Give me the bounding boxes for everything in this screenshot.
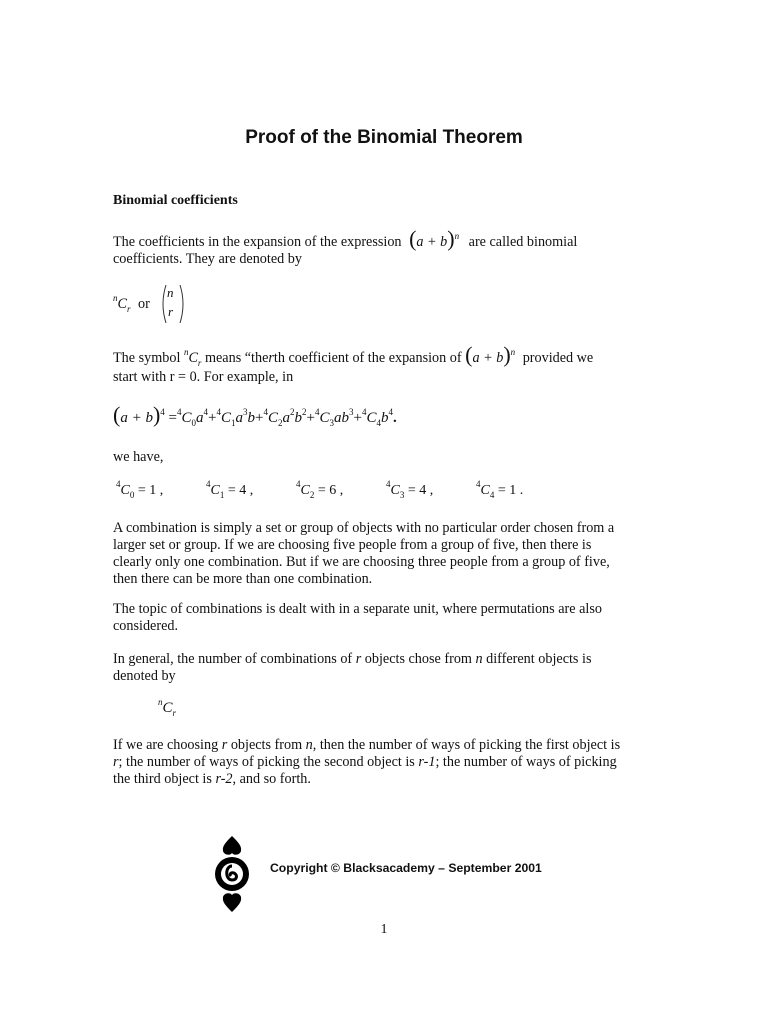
term-c: C bbox=[319, 410, 330, 426]
page-number: 1 bbox=[380, 922, 388, 937]
combination-line: A combination is simply a set or group of objects with no particular order chosen from a bbox=[113, 520, 615, 536]
term-sup: 4 bbox=[263, 407, 268, 417]
term-var-exp: 3 bbox=[243, 407, 248, 417]
choosing-l2a: ; the number of ways of picking the second object is bbox=[118, 754, 415, 770]
topic-paragraph bbox=[113, 601, 602, 635]
choosing-l1b: objects from bbox=[230, 737, 303, 753]
ncr-display-sup: n bbox=[158, 697, 163, 707]
ncr-display-c: C bbox=[162, 700, 173, 716]
term-var: b bbox=[380, 410, 389, 426]
value-sep: , bbox=[429, 483, 434, 498]
term-var: a bbox=[235, 410, 243, 426]
value-eq: = 1 bbox=[134, 483, 160, 498]
choosing-l3b: , and so forth. bbox=[232, 771, 311, 787]
expansion-end: . bbox=[392, 410, 397, 426]
value-sup: 4 bbox=[296, 479, 301, 490]
choosing-l1n: n bbox=[305, 737, 313, 753]
value-eq: = 4 bbox=[404, 483, 430, 498]
ncr-display bbox=[158, 697, 177, 718]
intro-text-after: are called binomial bbox=[468, 234, 578, 250]
ncr-notation bbox=[113, 293, 150, 314]
choosing-l3a: the third object is bbox=[113, 771, 212, 787]
value-sep: , bbox=[249, 483, 254, 498]
value-c: C bbox=[300, 483, 310, 498]
page-title: Proof of the Binomial Theorem bbox=[245, 127, 523, 148]
coefficient-value bbox=[296, 479, 344, 500]
value-eq: = 4 bbox=[224, 483, 250, 498]
value-eq: = 6 bbox=[314, 483, 340, 498]
value-sub: 3 bbox=[399, 489, 405, 500]
symbol-text-2: means “the bbox=[204, 350, 269, 366]
ncr-sub: r bbox=[126, 303, 131, 314]
value-sep: . bbox=[519, 483, 524, 498]
combination-line: larger set or group. If we are choosing five people from a group of five, then there is bbox=[113, 537, 592, 553]
topic-line: considered. bbox=[113, 618, 179, 634]
coefficient-values bbox=[116, 479, 676, 503]
expansion-term bbox=[361, 407, 393, 428]
symbol-r: r bbox=[268, 350, 274, 366]
general-n: n bbox=[475, 651, 483, 667]
intro-expression: $(a + b)^n$ bbox=[409, 226, 460, 251]
term-c: C bbox=[181, 410, 192, 426]
symbol-text-1: The symbol bbox=[113, 350, 181, 366]
term-plus: + bbox=[353, 410, 362, 426]
choosing-l2r1: r-1 bbox=[418, 754, 436, 770]
value-c: C bbox=[390, 483, 400, 498]
value-sup: 4 bbox=[206, 479, 211, 490]
choosing-paragraph-line-2 bbox=[113, 754, 617, 771]
term-sup: 4 bbox=[177, 407, 182, 417]
coefficient-value bbox=[116, 479, 164, 500]
term-var2: b bbox=[247, 410, 255, 426]
binomial-notation bbox=[160, 283, 186, 325]
term-c: C bbox=[366, 410, 377, 426]
binomial-expansion: $(a + b)^4 =^4C_0a^4+^4C_1a^3b+^4C_2a^2b^2+^4C_3ab^3+^4C_4b^4$. bbox=[113, 402, 397, 428]
expansion-term bbox=[263, 407, 315, 428]
value-sup: 4 bbox=[116, 479, 121, 490]
expansion-term bbox=[216, 407, 264, 428]
term-var2: b bbox=[294, 410, 302, 426]
term-sub: 0 bbox=[191, 418, 197, 428]
term-sup: 4 bbox=[216, 407, 221, 417]
choosing-l1r: r bbox=[221, 737, 228, 753]
term-var: ab bbox=[333, 410, 349, 426]
value-sub: 1 bbox=[219, 489, 225, 500]
choosing-l1a: If we are choosing bbox=[113, 737, 219, 753]
value-c: C bbox=[120, 483, 130, 498]
value-sep: , bbox=[339, 483, 344, 498]
value-c: C bbox=[210, 483, 220, 498]
general-paragraph-line-2: denoted by bbox=[113, 668, 176, 684]
topic-line: The topic of combinations is dealt with in a separate unit, where permutations are also bbox=[113, 601, 602, 617]
choosing-l1c: , then the number of ways of picking the first object is bbox=[312, 737, 621, 753]
symbol-text-3: th coefficient of the expansion of bbox=[273, 350, 462, 366]
term-sub: 3 bbox=[329, 418, 334, 428]
term-var-exp: 3 bbox=[348, 407, 354, 417]
term-plus: + bbox=[306, 410, 315, 426]
term-plus: + bbox=[208, 410, 217, 426]
value-sub: 4 bbox=[489, 489, 495, 500]
value-sup: 4 bbox=[476, 479, 481, 490]
coefficient-value bbox=[386, 479, 434, 500]
term-var: a bbox=[282, 410, 290, 426]
symbol-expression-exponent: n bbox=[510, 347, 516, 358]
ncr-sup: n bbox=[113, 293, 118, 304]
general-text-a: In general, the number of combinations of bbox=[113, 651, 353, 667]
expansion-lhs: a + b bbox=[120, 410, 153, 426]
term-sup: 4 bbox=[361, 407, 367, 417]
choosing-paragraph-line-1 bbox=[113, 737, 620, 754]
term-c: C bbox=[220, 410, 231, 426]
value-sup: 4 bbox=[386, 479, 391, 490]
choosing-l2r: r bbox=[113, 754, 119, 770]
expansion-term bbox=[177, 407, 217, 428]
value-sub: 0 bbox=[129, 489, 135, 500]
ncr-c: C bbox=[117, 296, 127, 312]
ncr-display-sub: r bbox=[172, 708, 177, 718]
choosing-l2b: ; the number of ways of picking bbox=[435, 754, 617, 770]
choosing-l3r2: r-2 bbox=[215, 771, 233, 787]
term-sup: 4 bbox=[314, 407, 320, 417]
combination-line: clearly only one combination. But if we are choosing three people from a group of five, bbox=[113, 554, 610, 570]
we-have-text: we have, bbox=[113, 449, 164, 465]
intro-paragraph-line-2: coefficients. They are denoted by bbox=[113, 251, 302, 267]
coefficient-value bbox=[206, 479, 254, 500]
symbol-expression: $(a + b)^n$ bbox=[465, 342, 516, 367]
coefficient-value bbox=[476, 479, 524, 500]
general-r: r bbox=[355, 651, 362, 667]
term-var-exp: 2 bbox=[289, 407, 295, 417]
expansion-term bbox=[314, 407, 362, 428]
copyright-text: Copyright © Blacksacademy – September 2001 bbox=[270, 861, 542, 875]
combination-line: then there can be more than one combination. bbox=[113, 571, 373, 587]
value-eq: = 1 bbox=[494, 483, 520, 498]
term-sub: 1 bbox=[231, 418, 236, 428]
general-paragraph-line-1 bbox=[113, 651, 591, 668]
symbol-paragraph-line-2: start with r = 0. For example, in bbox=[113, 369, 294, 385]
symbol-expression-body: a + b bbox=[472, 350, 504, 366]
blacksacademy-logo-icon bbox=[214, 836, 250, 912]
notation-or: or bbox=[138, 296, 150, 312]
binomial-top: n bbox=[167, 285, 174, 300]
term-plus: + bbox=[255, 410, 264, 426]
intro-paragraph-line-1 bbox=[113, 226, 578, 251]
general-text-b: objects chose from bbox=[364, 651, 472, 667]
term-var: a bbox=[196, 410, 204, 426]
section-heading: Binomial coefficients bbox=[113, 193, 238, 208]
intro-expression-exponent: n bbox=[454, 231, 460, 242]
term-c: C bbox=[267, 410, 278, 426]
value-c: C bbox=[480, 483, 490, 498]
term-var-exp: 4 bbox=[388, 407, 393, 417]
general-text-c: different objects is bbox=[486, 651, 592, 667]
expansion-lhs-exponent: 4 bbox=[160, 407, 165, 417]
term-sub: 4 bbox=[376, 418, 381, 428]
choosing-paragraph-line-3 bbox=[113, 771, 311, 788]
intro-text-before: The coefficients in the expansion of the expression bbox=[113, 234, 402, 250]
combination-paragraph bbox=[113, 520, 614, 588]
binomial-bottom: r bbox=[168, 304, 174, 319]
symbol-text-4: provided we bbox=[522, 350, 594, 366]
term-var2-exp: 2 bbox=[301, 407, 307, 417]
symbol-paragraph-line-1 bbox=[113, 342, 594, 368]
value-sep: , bbox=[159, 483, 164, 498]
term-sub: 2 bbox=[277, 418, 283, 428]
intro-expression-body: a + b bbox=[416, 234, 448, 250]
value-sub: 2 bbox=[309, 489, 315, 500]
symbol-ncr-c: C bbox=[188, 350, 198, 366]
symbol-ncr-sub: r bbox=[197, 357, 202, 368]
symbol-ncr-sup: n bbox=[183, 347, 189, 358]
term-var-exp: 4 bbox=[203, 407, 209, 417]
